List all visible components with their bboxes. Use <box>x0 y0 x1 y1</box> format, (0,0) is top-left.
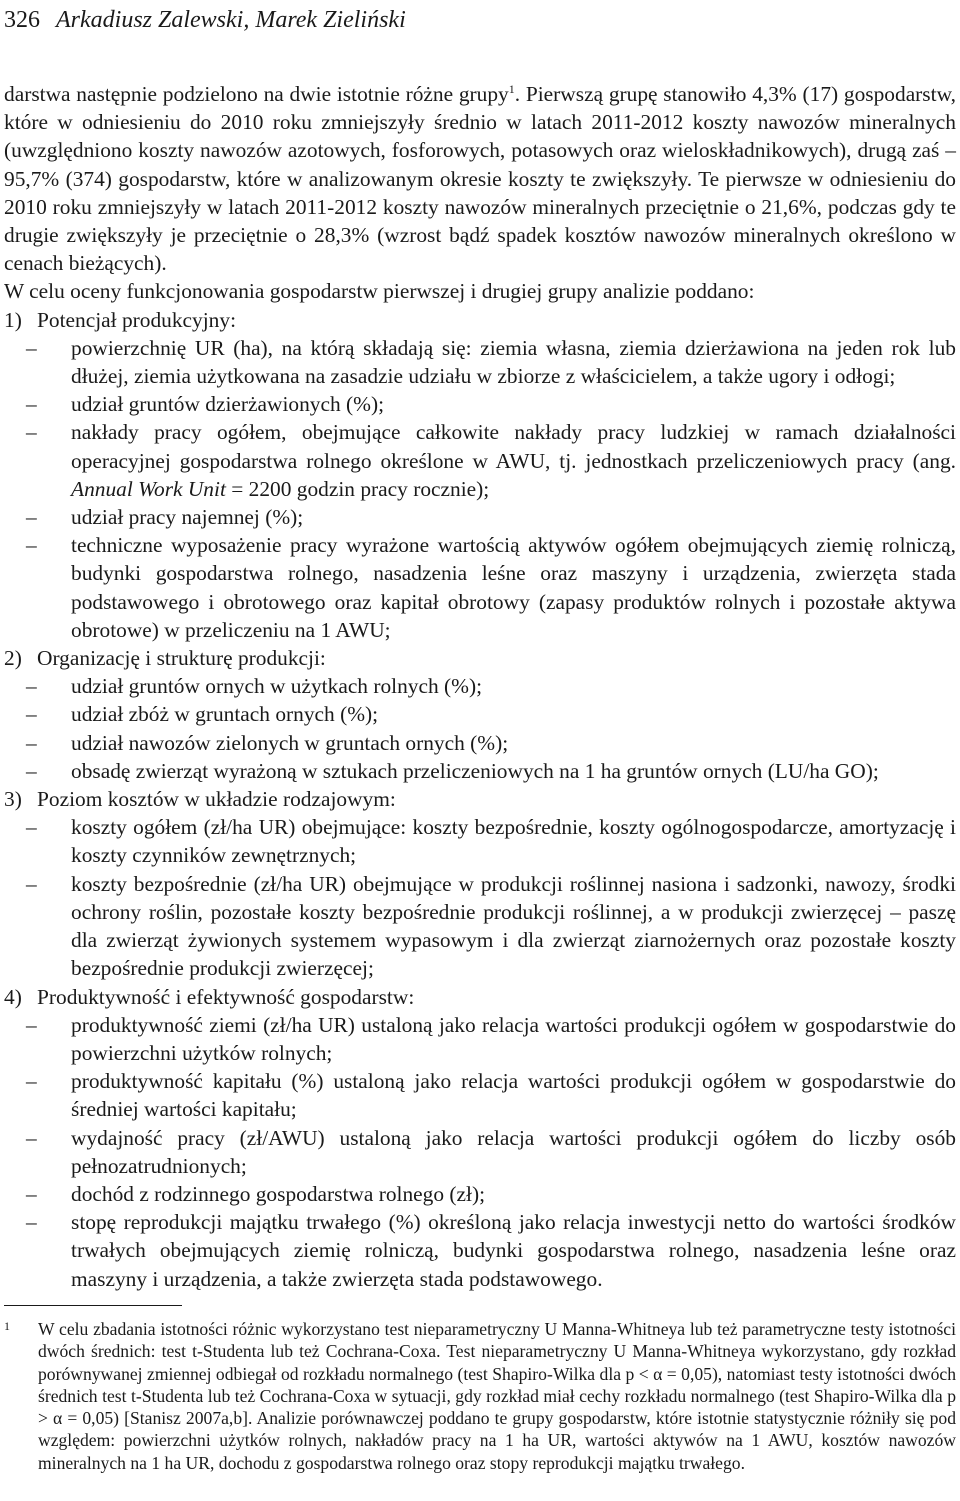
body-text <box>4 80 956 1293</box>
list-item-text: udział gruntów ornych w użytkach rolnych (%); <box>71 674 483 699</box>
section-heading <box>4 306 956 334</box>
list-item <box>4 531 956 644</box>
list-item-text: wydajność pracy (zł/AWU) ustaloną jako relacja wartości produkcji ogółem do liczby osób pełnozatrudnionych; <box>71 1125 956 1178</box>
list-item <box>4 1208 956 1293</box>
bullet-dash: – <box>26 392 37 417</box>
section-title: Potencjał produkcyjny: <box>37 307 237 332</box>
list-item-text: udział zbóż w gruntach ornych (%); <box>71 702 379 727</box>
list-item <box>4 813 956 869</box>
intro-text-start: darstwa następnie podzielono na dwie istotnie różne grupy <box>4 82 509 106</box>
list-item <box>4 1124 956 1180</box>
bullet-dash: – <box>26 702 37 727</box>
list-item <box>4 1011 956 1067</box>
list-item-text: produktywność ziemi (zł/ha UR) ustaloną jako relacja wartości produkcji ogółem w gospodarstwie do powierzchni użytków rolnych; <box>71 1012 956 1065</box>
bullet-dash: – <box>26 505 37 530</box>
list-item-text: koszty bezpośrednie (zł/ha UR) obejmujące w produkcji roślinnej nasiona i sadzonki, nawozy, środki ochrony roślin, pozostałe koszty bezpośrednie produkcji roślinnej, a w produkcji zwierzęcej – paszę dla zwierząt żywionych systemem wypasowym i dla zwierząt ziarnożernych oraz pozostałe koszty bezpośrednie produkcji zwierzęcej; <box>71 871 956 981</box>
bullet-dash: – <box>26 1125 37 1150</box>
list-item-text <box>71 418 956 503</box>
footnote <box>4 1318 956 1474</box>
footnote-number: 1 <box>4 1319 10 1333</box>
list-item-text: produktywność kapitału (%) ustaloną jako relacja wartości produkcji ogółem w gospodarstwie do średniej wartości kapitału; <box>71 1069 956 1122</box>
list-item-text: koszty ogółem (zł/ha UR) obejmujące: koszty bezpośrednie, koszty ogólnogospodarcze, amortyzację i koszty czynników zewnętrznych; <box>71 815 956 868</box>
list-item <box>4 757 956 785</box>
list-item <box>4 672 956 700</box>
bullet-dash: – <box>26 730 37 755</box>
list-item <box>4 418 956 503</box>
footnote-divider <box>4 1305 182 1306</box>
bullet-dash: – <box>26 1069 37 1094</box>
list-item-text: stopę reprodukcji majątku trwałego (%) określoną jako relacja inwestycji netto do wartości środków trwałych obejmujących ziemię rolniczą, budynki gospodarstwa rolnego, nasadzenia leśne oraz maszyny i urządzenia, a także zwierzęta stada podstawowego. <box>71 1210 956 1291</box>
page-number: 326 <box>4 7 40 33</box>
list-item-text: dochód z rodzinnego gospodarstwa rolnego (zł); <box>71 1181 486 1206</box>
section-number: 3) <box>4 787 22 812</box>
list-item-text-end: = 2200 godzin pracy rocznie); <box>225 476 490 501</box>
bullet-dash: – <box>26 871 37 896</box>
section-heading <box>4 785 956 813</box>
author-names: Arkadiusz Zalewski, Marek Zieliński <box>56 7 406 33</box>
list-item-text: powierzchnię UR (ha), na którą składają się: ziemia własna, ziemia dzierżawiona na jeden rok lub dłużej, ziemia użytkowana na zasadzie udziału w zbiorze z właścicielem, a także ugory i odłogi; <box>71 335 956 389</box>
list-item <box>4 503 956 531</box>
section-title: Produktywność i efektywność gospodarstw: <box>37 984 415 1009</box>
list-item <box>4 729 956 757</box>
footnote-text: W celu zbadania istotności różnic wykorzystano test nieparametryczny U Manna-Whitneya lub też parametryczne testy istotności dwóch średnich: test t-Studenta lub też Cochrana-Coxa. Test nieparametryczny U Manna-Whitneya wykorzystano, gdy rozkład porównywanej zmiennej odbiegał od rozkładu normalnego (test Shapiro-Wilka dla p < α = 0,05), natomiast testy istotności dwóch średnich test t-Studenta lub też Cochrana-Coxa w sytuacji, gdy rozkład miał cechy rozkładu normalnego (test Shapiro-Wilka dla p > α = 0,05) [Stanisz 2007a,b]. Analizie porównawczej poddano te grupy gospodarstw, które istotnie statystycznie różniły się pod względem: powierzchni użytków rolnych, nakładów pracy na 1 ha UR, wartości aktywów na 1 AWU, kosztów nawozów mineralnych na 1 ha UR, dochodu z gospodarstwa rolnego oraz stopy reprodukcji majątku trwałego. <box>38 1319 956 1473</box>
list-item-text: techniczne wyposażenie pracy wyrażone wartością aktywów ogółem obejmujących ziemię rolniczą, budynki gospodarstwa rolnego, nasadzenia leśne oraz maszyny i urządzenia, zwierzęta stada podstawowego i obrotowego oraz kapitał obrotowy (zapasy produktów rolnych i pozostałe aktywa obrotowe) w przeliczeniu na 1 AWU; <box>71 533 956 642</box>
bullet-dash: – <box>26 420 37 445</box>
intro-text-end: . Pierwszą grupę stanowiło 4,3% (17) gospodarstw, które w odniesieniu do 2010 roku zmniejszyły średnio w latach 2011-2012 koszty nawozów mineralnych (uwzględniono koszty nawozów azotowych, fosforowych, potasowych oraz wieloskładnikowych), drugą zaś – 95,7% (374) gospodarstw, które w analizowanym okresie koszty te zwiększyły. Te pierwsze w odniesieniu do 2010 roku zmniejszyły w latach 2011-2012 koszty nawozów mineralnych przeciętnie o 21,6%, podczas gdy te drugie zwiększyły je przeciętnie o 28,3% (wzrost bądź spadek kosztów nawozów mineralnych określono w cenach bieżących). <box>4 82 956 276</box>
section-title: Organizację i strukturę produkcji: <box>37 646 326 671</box>
intro-paragraph <box>4 80 956 277</box>
bullet-dash: – <box>26 674 37 699</box>
section-number: 2) <box>4 646 22 671</box>
bullet-dash: – <box>26 815 37 840</box>
list-item <box>4 1067 956 1123</box>
section-heading <box>4 983 956 1011</box>
bullet-dash: – <box>26 335 37 360</box>
section-title: Poziom kosztów w układzie rodzajowym: <box>37 787 396 812</box>
list-item <box>4 334 956 390</box>
footnote-reference[interactable]: 1 <box>508 82 515 96</box>
annual-work-unit-term: Annual Work Unit <box>71 476 226 501</box>
bullet-dash: – <box>26 1181 37 1206</box>
list-item-text-start: nakłady pracy ogółem, obejmujące całkowite nakłady pracy ludzkiej w ramach działalności operacyjnej gospodarstwa rolnego określone w AWU, tj. jednostkach przeliczeniowych pracy (ang. <box>71 420 956 473</box>
bullet-dash: – <box>26 533 37 558</box>
bullet-dash: – <box>26 758 37 783</box>
section-heading <box>4 644 956 672</box>
list-item-text: udział nawozów zielonych w gruntach ornych (%); <box>71 730 509 755</box>
list-item-text: udział pracy najemnej (%); <box>71 505 304 530</box>
bullet-dash: – <box>26 1012 37 1037</box>
section-number: 1) <box>4 307 22 332</box>
running-header <box>4 2 952 38</box>
list-item <box>4 1180 956 1208</box>
list-item <box>4 870 956 983</box>
section-number: 4) <box>4 984 22 1009</box>
bullet-dash: – <box>26 1210 37 1235</box>
list-item-text: udział gruntów dzierżawionych (%); <box>71 392 385 417</box>
list-item <box>4 390 956 418</box>
lead-sentence: W celu oceny funkcjonowania gospodarstw pierwszej i drugiej grupy analizie poddano: <box>4 279 755 304</box>
list-item <box>4 700 956 728</box>
list-item-text: obsadę zwierząt wyrażoną w sztukach przeliczeniowych na 1 ha gruntów ornych (LU/ha GO); <box>71 758 879 783</box>
